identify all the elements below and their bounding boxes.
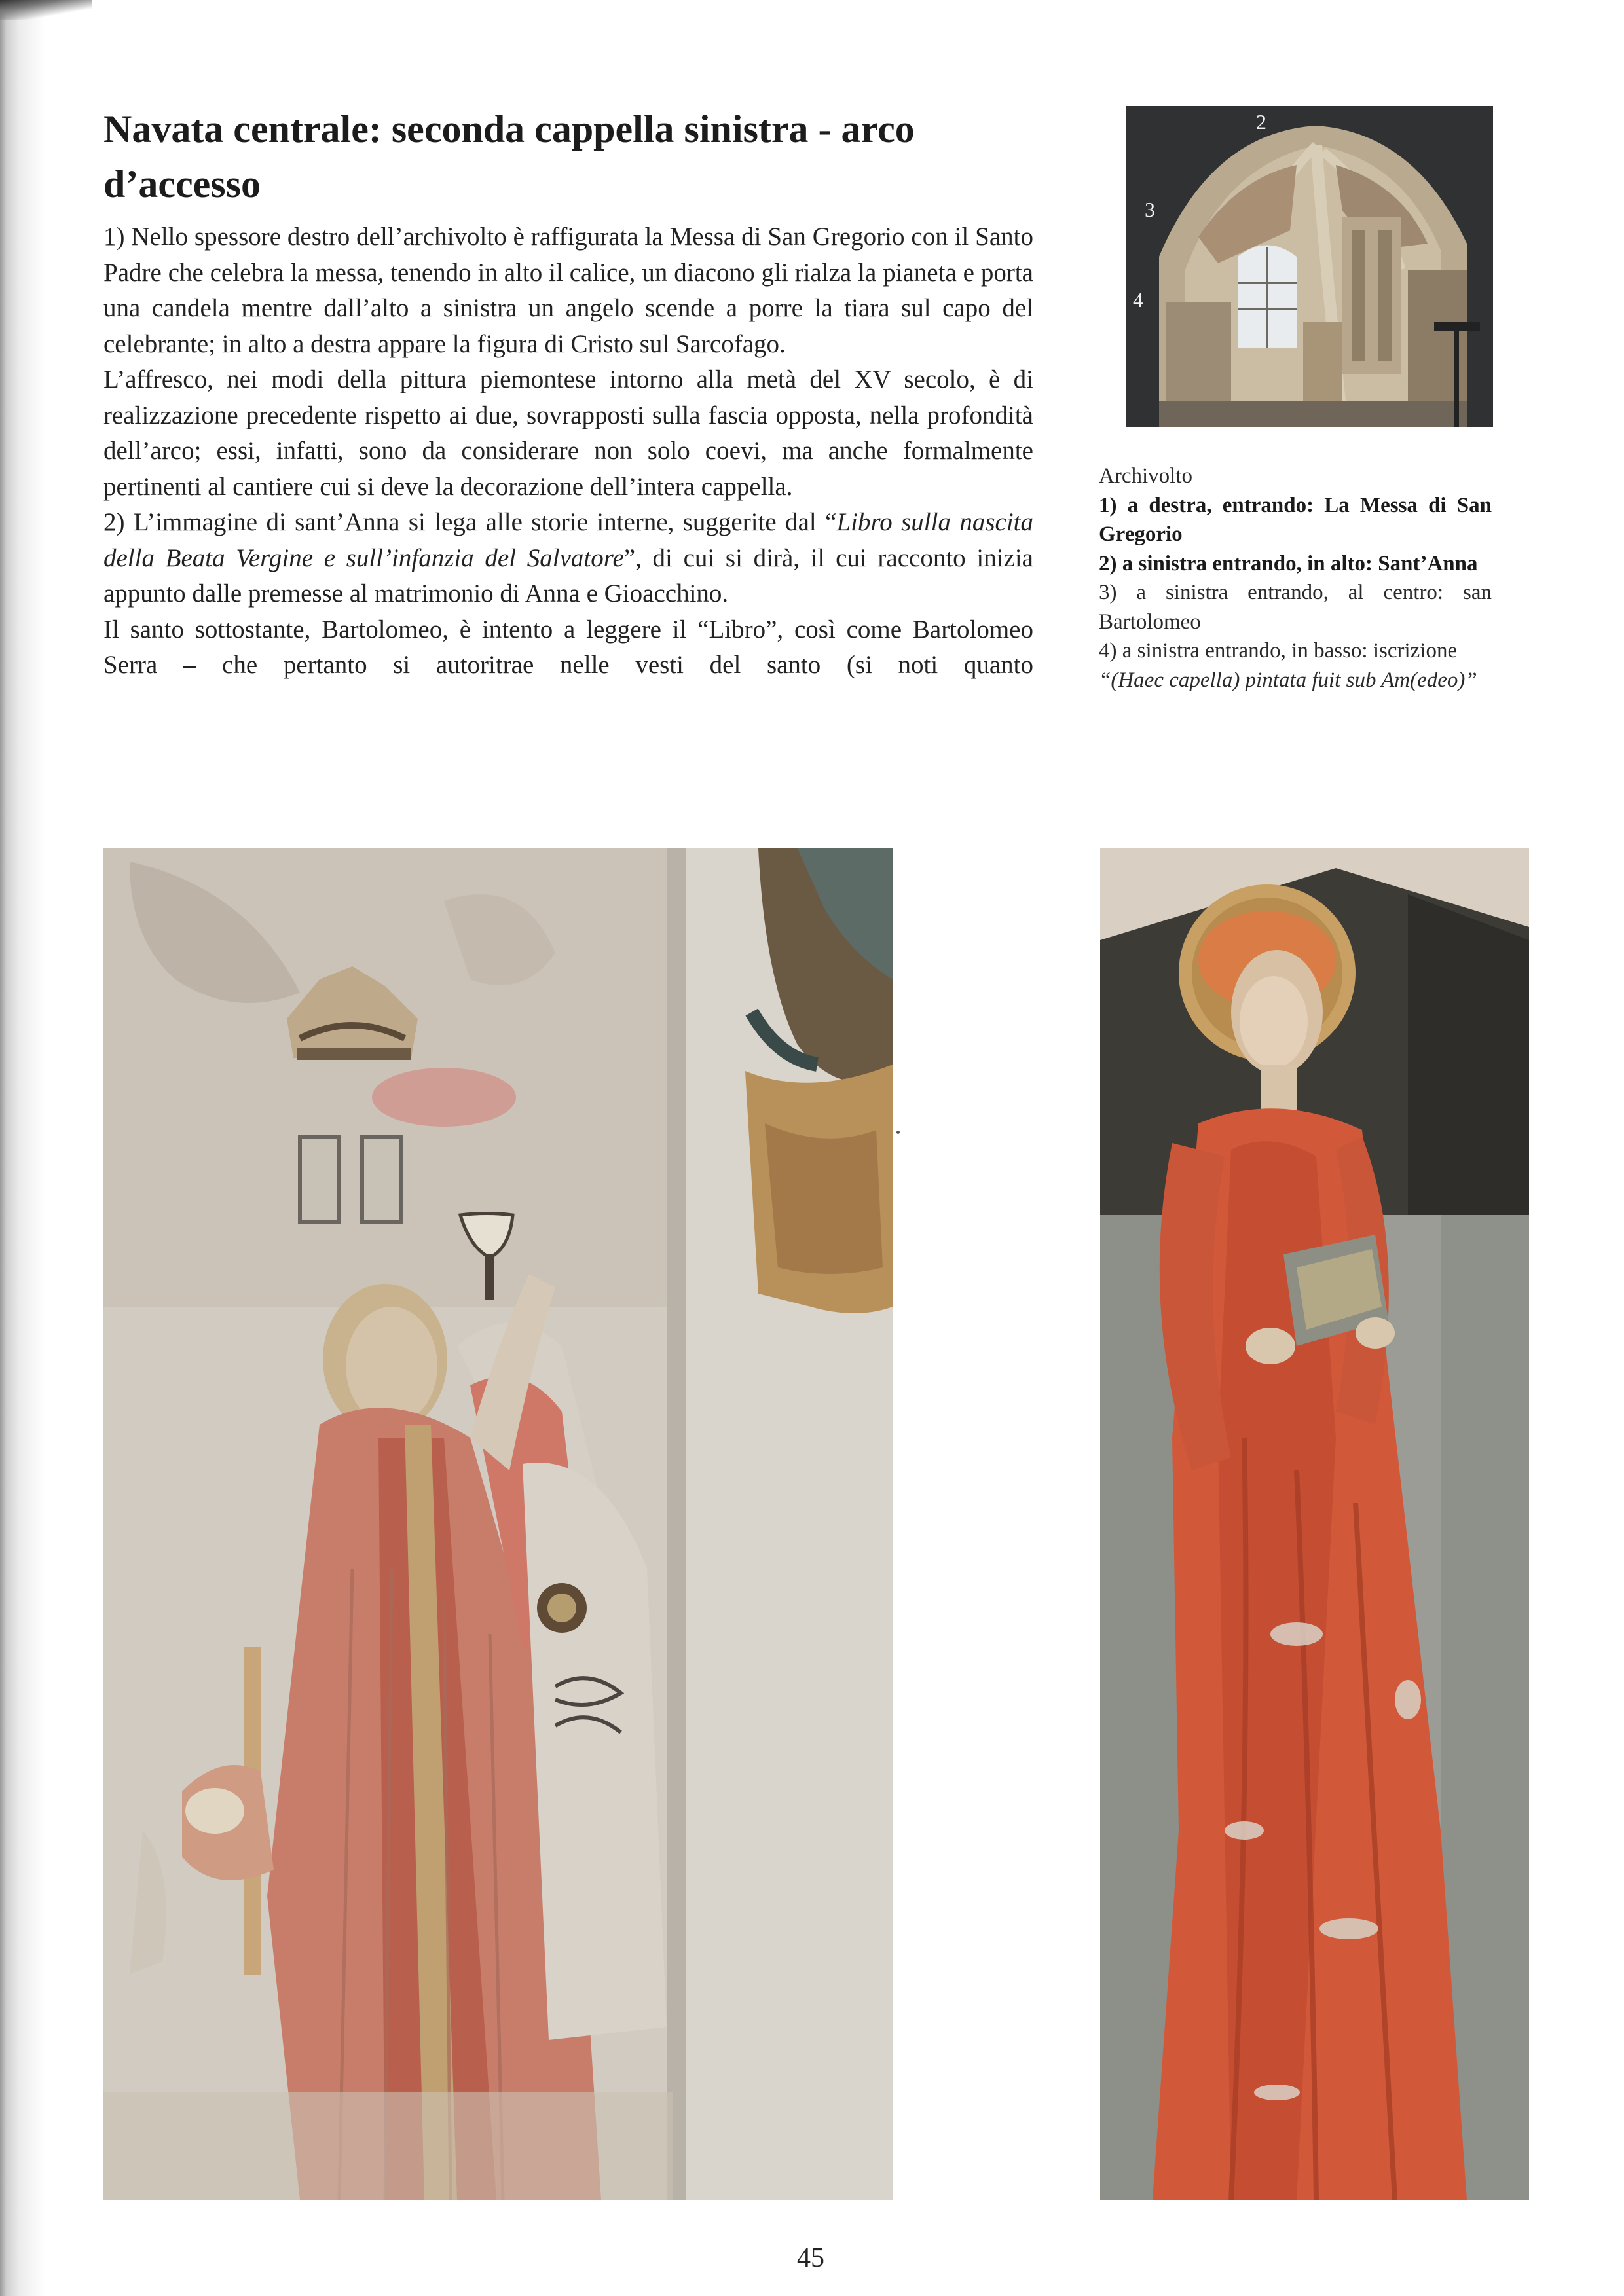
archivolt-thumbnail-image: [1126, 106, 1493, 427]
archivolt-thumbnail-photo: [1126, 106, 1493, 427]
photo-caption: [1099, 462, 1492, 695]
thumbnail-label-4: 4: [1133, 288, 1143, 312]
fresco-saint-anne-image: [1100, 848, 1529, 2200]
book-title: Libro sulla nascita della Beata Vergine e sull’infanzia del Salvatore: [103, 508, 1033, 572]
caption-item-2: 2) a sinistra entrando, in alto: Sant’Anna: [1099, 551, 1478, 575]
paragraph-4: Il santo sottostante, Bartolomeo, è intento a leggere il “Libro”, così come Bartolomeo Serra – che pertanto si autoritrae nelle vesti del santo (si noti quanto: [103, 615, 1033, 679]
paragraph-1: 1) Nello spessore destro dell’archivolto è raffigurata la Messa di San Gregorio con il Santo Padre che celebra la messa, tenendo in alto il calice, un diacono gli rialza la pianeta e porta una candela mentre dall’alto a sinistra un angelo scende a porre la tiara sul capo del celebrante; in alto a destra appare la figura di Cristo sul Sarcofago.: [103, 223, 1033, 358]
page-number: 45: [797, 2243, 824, 2273]
fresco-mass-of-saint-gregory-image: [103, 848, 893, 2200]
paragraph-3-text-b: ”, di cui si dirà, il cui racconto inizia appunto dalle premesse al matrimonio di Anna e Gioacchino.: [103, 543, 1033, 608]
scan-corner-shadow: [0, 0, 92, 20]
scan-speck: [896, 1131, 900, 1134]
thumbnail-label-3: 3: [1145, 198, 1155, 221]
caption-inscription: “(Haec capella) pintata fuit sub Am(edeo)”: [1099, 668, 1477, 692]
scan-edge-shadow: [0, 0, 46, 2296]
caption-item-4-text: 4) a sinistra entrando, in basso: iscrizione: [1099, 639, 1458, 663]
paragraph-3-text-a: 2) L’immagine di sant’Anna si lega alle storie interne, suggerite dal “: [103, 508, 837, 536]
paragraph-3: [103, 505, 1033, 612]
caption-heading: Archivolto: [1099, 464, 1192, 488]
fresco-mass-of-saint-gregory-photo: [103, 848, 893, 2200]
page-title: Navata centrale: seconda cappella sinistra - arco d’accesso: [103, 107, 915, 206]
caption-item-3: 3) a sinistra entrando, al centro: san Bartolomeo: [1099, 581, 1492, 634]
paragraph-2: L’affresco, nei modi della pittura piemontese intorno alla metà del XV secolo, è di realizzazione precedente rispetto ai due, sovrapposti sulla fascia opposta, nella profondità dell’arco; essi, infatti, sono da considerare non solo coevi, ma anche formalmente pertinenti al cantiere cui si deve la decorazione dell’intera cappella.: [103, 365, 1033, 501]
body-text: [103, 219, 1033, 683]
fresco-saint-anne-photo: [1100, 848, 1529, 2200]
caption-item-1: 1) a destra, entrando: La Messa di San Gregorio: [1099, 493, 1492, 546]
thumbnail-label-2: 2: [1256, 110, 1266, 134]
caption-item-4: [1099, 636, 1492, 695]
